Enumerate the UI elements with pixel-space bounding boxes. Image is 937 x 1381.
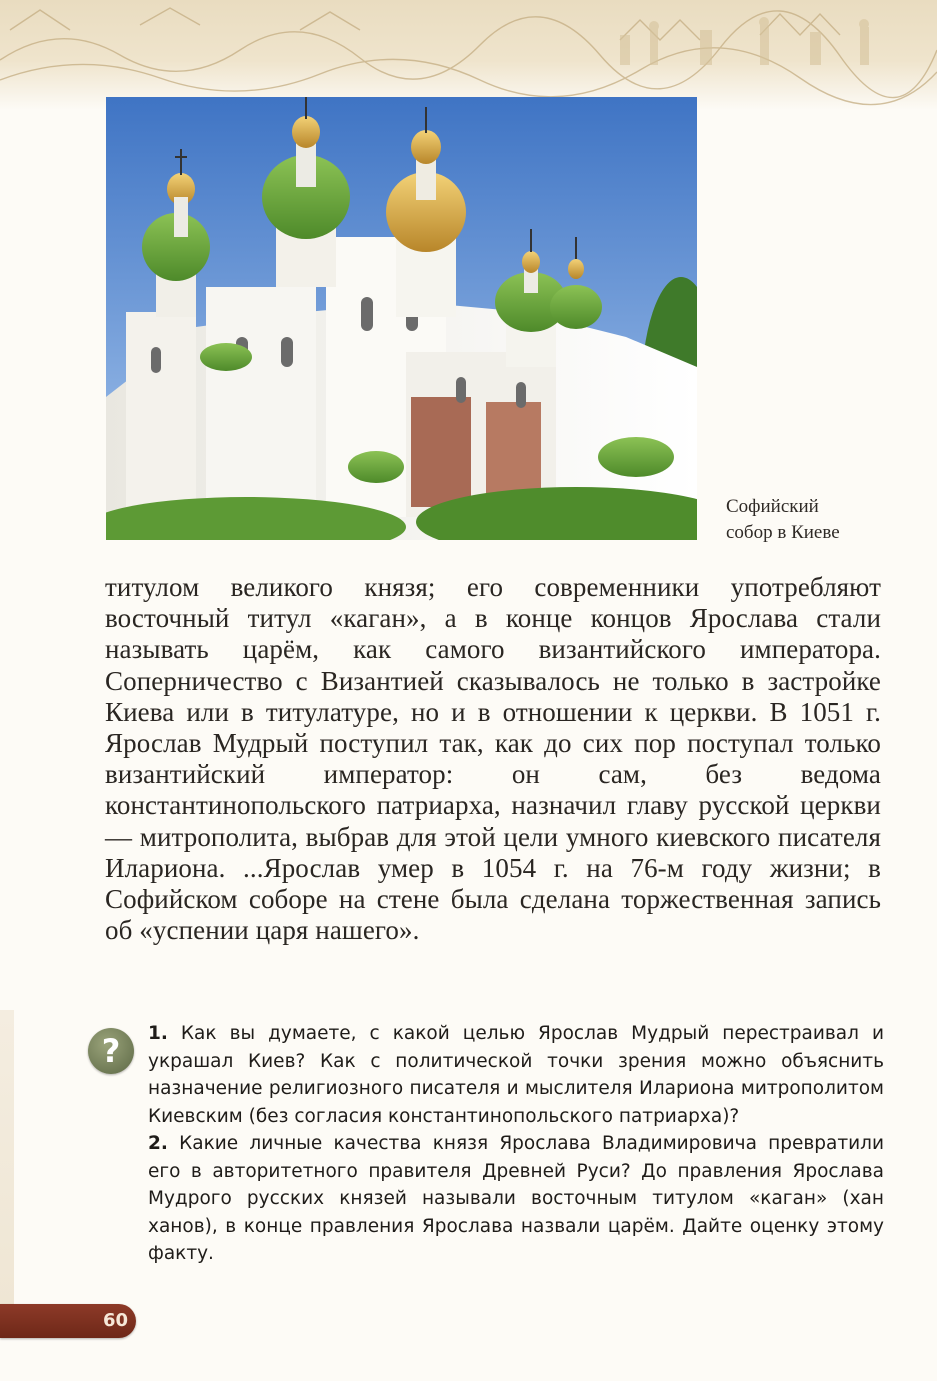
main-paragraph: титулом великого князя; его современники употребляют восточный титул «каган», а в конце концов Ярослава стали называть царём, как самого византийского императора. Соперничество с Византией сказывалось не только в застройке Киева или в титулатуре, но и в отношении к церкви. В 1051 г. Ярослав Мудрый поступил так, как до сих пор поступал только византийский император: он сам, без ведома константинопольского патриарха, назначил главу русской церкви — митрополита, выбрав для этой цели умного киевского писателя Илариона. ...Ярослав умер в 1054 г. на 76-м году жизни; в Софийском соборе на стене была сделана торжественная запись об «успении царя нашего». [105,572,881,946]
question-text: Какие личные качества князя Ярослава Владимировича превратили его в авторитетного правителя Древней Руси? До правления Ярослава Мудрого русских князей называли восточным титулом «каган» (хан ханов), в конце правления Ярослава назвали царём. Дайте оценку этому факту. [148,1133,885,1264]
question-icon: ? [88,1028,134,1074]
caption-line-1: Софийский [726,496,819,517]
questions-block [148,1020,884,1268]
page-number-tab [0,1304,136,1338]
margin-strip [0,1010,14,1310]
page-number: 60 [102,1310,128,1331]
ornament-pattern [0,0,937,110]
question-item [148,1020,884,1130]
decorative-header-banner [0,0,937,110]
question-number: 1. [148,1023,168,1044]
question-item [148,1130,884,1268]
caption-line-2: собор в Киеве [726,522,840,543]
photo-caption [726,494,916,546]
sophia-cathedral-photo [106,97,697,540]
question-number: 2. [148,1133,168,1154]
cathedral-illustration [106,97,697,540]
question-text: Как вы думаете, с какой целью Ярослав Мудрый перестраивал и украшал Киев? Как с политической точки зрения можно объяснить назначение религиозного писателя и мыслителя Илариона митрополитом Киевским (без согласия константинопольского патриарха)? [148,1023,884,1127]
